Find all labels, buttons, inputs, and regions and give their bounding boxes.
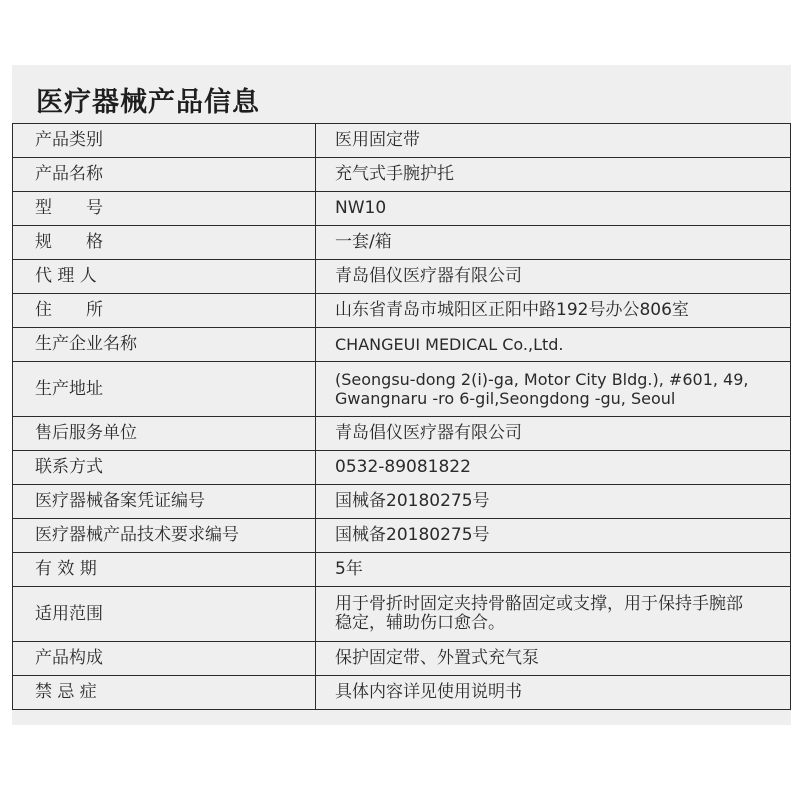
page-title: 医疗器械产品信息 (36, 87, 260, 118)
row-value-text: 用于骨折时固定夹持骨骼固定或支撑，用于保持手腕部 稳定，辅助伤口愈合。 (335, 594, 743, 633)
table-row (13, 294, 791, 328)
row-value (316, 587, 791, 642)
row-label: 生产企业名称 (13, 328, 316, 362)
table-row (13, 417, 791, 451)
table-row (13, 519, 791, 553)
row-label: 禁 忌 症 (13, 676, 316, 710)
row-label: 售后服务单位 (13, 417, 316, 451)
row-label: 型 号 (13, 192, 316, 226)
row-label: 产品类别 (13, 124, 316, 158)
row-label: 有 效 期 (13, 553, 316, 587)
row-value (316, 451, 791, 485)
row-label: 产品构成 (13, 642, 316, 676)
row-value-text: 国械备20180275号 (335, 525, 490, 545)
row-value (316, 417, 791, 451)
row-label: 代 理 人 (13, 260, 316, 294)
row-label: 联系方式 (13, 451, 316, 485)
table-row (13, 553, 791, 587)
row-value-text: 青岛倡仪医疗器有限公司 (335, 423, 522, 443)
page-bottom-margin (0, 725, 800, 800)
row-label: 适用范围 (13, 587, 316, 642)
table-row (13, 158, 791, 192)
row-value-text: 具体内容详见使用说明书 (335, 682, 522, 702)
row-value-text: 保护固定带、外置式充气泵 (335, 648, 539, 668)
table-row (13, 362, 791, 417)
row-value (316, 553, 791, 587)
row-value (316, 260, 791, 294)
row-value-text: CHANGEUI MEDICAL Co.,Ltd. (335, 335, 564, 354)
row-value-text: 一套/箱 (335, 232, 392, 252)
row-value (316, 294, 791, 328)
row-label: 医疗器械产品技术要求编号 (13, 519, 316, 553)
row-value-text: 国械备20180275号 (335, 491, 490, 511)
table-row (13, 587, 791, 642)
row-value (316, 362, 791, 417)
row-label: 规 格 (13, 226, 316, 260)
row-value (316, 226, 791, 260)
row-value-text: (Seongsu-dong 2(i)-ga, Motor City Bldg.), #601, 49, Gwangnaru -ro 6-gil,Seongdong -gu, Seoul (335, 370, 749, 408)
row-value (316, 328, 791, 362)
row-value (316, 192, 791, 226)
row-value (316, 124, 791, 158)
row-label: 医疗器械备案凭证编号 (13, 485, 316, 519)
row-value (316, 158, 791, 192)
row-value-text: 0532-89081822 (335, 457, 471, 477)
row-value-text: 青岛倡仪医疗器有限公司 (335, 266, 522, 286)
row-label: 住 所 (13, 294, 316, 328)
table-row (13, 328, 791, 362)
row-value-text: 5年 (335, 559, 363, 579)
table-row (13, 124, 791, 158)
table-row (13, 485, 791, 519)
table-row (13, 676, 791, 710)
table-row (13, 642, 791, 676)
table-row (13, 451, 791, 485)
row-value-text: 山东省青岛市城阳区正阳中路192号办公806室 (335, 300, 689, 320)
row-value (316, 485, 791, 519)
product-info-table (12, 123, 791, 710)
row-value (316, 519, 791, 553)
row-label: 生产地址 (13, 362, 316, 417)
row-value (316, 676, 791, 710)
row-value (316, 642, 791, 676)
table-row (13, 192, 791, 226)
row-label: 产品名称 (13, 158, 316, 192)
table-row (13, 226, 791, 260)
row-value-text: 充气式手腕护托 (335, 164, 454, 184)
row-value-text: 医用固定带 (335, 130, 420, 150)
table-row (13, 260, 791, 294)
row-value-text: NW10 (335, 198, 387, 218)
